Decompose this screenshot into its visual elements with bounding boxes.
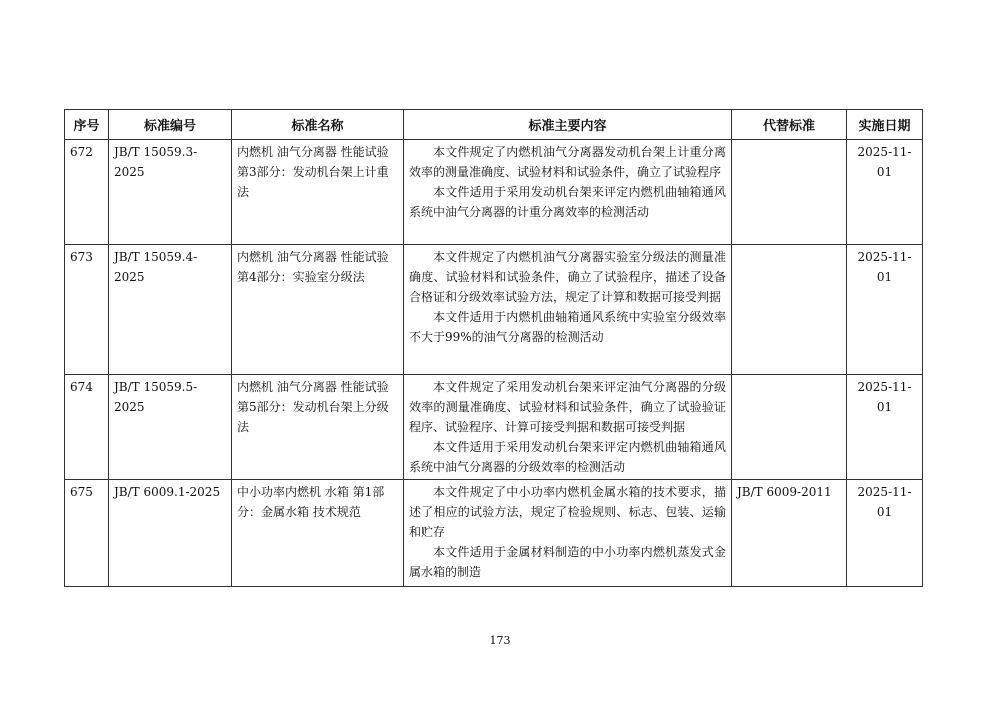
row-no: 675 xyxy=(65,480,109,587)
row-code: JB/T 15059.4-2025 xyxy=(109,245,232,375)
table-row xyxy=(65,140,923,245)
row-name: 内燃机 油气分离器 性能试验 第3部分：发动机台架上计重法 xyxy=(232,140,404,245)
row-content xyxy=(404,140,732,245)
row-content xyxy=(404,245,732,375)
row-code: JB/T 15059.5-2025 xyxy=(109,375,232,480)
content-paragraph-applicability: 本文件适用于采用发动机台架来评定内燃机曲轴箱通风系统中油气分离器的分级效率的检测活动 xyxy=(409,440,726,474)
header-date: 实施日期 xyxy=(847,110,923,140)
row-code: JB/T 15059.3-2025 xyxy=(109,140,232,245)
row-date: 2025-11-01 xyxy=(847,245,923,375)
header-replaces: 代替标准 xyxy=(732,110,847,140)
row-replaces xyxy=(732,140,847,245)
header-name: 标准名称 xyxy=(232,110,404,140)
row-content xyxy=(404,480,732,587)
row-name: 内燃机 油气分离器 性能试验 第4部分：实验室分级法 xyxy=(232,245,404,375)
row-no: 672 xyxy=(65,140,109,245)
header-no: 序号 xyxy=(65,110,109,140)
row-replaces xyxy=(732,375,847,480)
row-date: 2025-11-01 xyxy=(847,375,923,480)
content-paragraph-scope: 本文件规定了采用发动机台架来评定油气分离器的分级效率的测量准确度、试验材料和试验条件，确立了试验验证程序、试验程序、计算可接受判据和数据可接受判据 xyxy=(409,380,726,434)
content-paragraph-scope: 本文件规定了中小功率内燃机金属水箱的技术要求，描述了相应的试验方法，规定了检验规则、标志、包装、运输和贮存 xyxy=(409,485,726,539)
row-replaces: JB/T 6009-2011 xyxy=(732,480,847,587)
row-code: JB/T 6009.1-2025 xyxy=(109,480,232,587)
table-row xyxy=(65,375,923,480)
page-number: 173 xyxy=(489,634,511,647)
row-content xyxy=(404,375,732,480)
row-date: 2025-11-01 xyxy=(847,480,923,587)
row-name: 内燃机 油气分离器 性能试验 第5部分：发动机台架上分级法 xyxy=(232,375,404,480)
content-paragraph-applicability: 本文件适用于采用发动机台架来评定内燃机曲轴箱通风系统中油气分离器的计重分离效率的检测活动 xyxy=(409,185,726,219)
standards-table xyxy=(64,109,923,587)
row-replaces xyxy=(732,245,847,375)
table-row xyxy=(65,480,923,587)
content-paragraph-scope: 本文件规定了内燃机油气分离器发动机台架上计重分离效率的测量准确度、试验材料和试验条件，确立了试验程序 xyxy=(409,145,726,179)
header-content: 标准主要内容 xyxy=(404,110,732,140)
row-name: 中小功率内燃机 水箱 第1部分：金属水箱 技术规范 xyxy=(232,480,404,587)
content-paragraph-scope: 本文件规定了内燃机油气分离器实验室分级法的测量准确度、试验材料和试验条件，确立了试验程序，描述了设备合格证和分级效率试验方法，规定了计算和数据可接受判据 xyxy=(409,250,726,304)
content-paragraph-applicability: 本文件适用于金属材料制造的中小功率内燃机蒸发式金属水箱的制造 xyxy=(409,545,726,579)
header-code: 标准编号 xyxy=(109,110,232,140)
table-header-row xyxy=(65,110,923,140)
row-no: 674 xyxy=(65,375,109,480)
content-paragraph-applicability: 本文件适用于内燃机曲轴箱通风系统中实验室分级效率不大于99%的油气分离器的检测活动 xyxy=(409,310,726,344)
row-no: 673 xyxy=(65,245,109,375)
row-date: 2025-11-01 xyxy=(847,140,923,245)
table-row xyxy=(65,245,923,375)
